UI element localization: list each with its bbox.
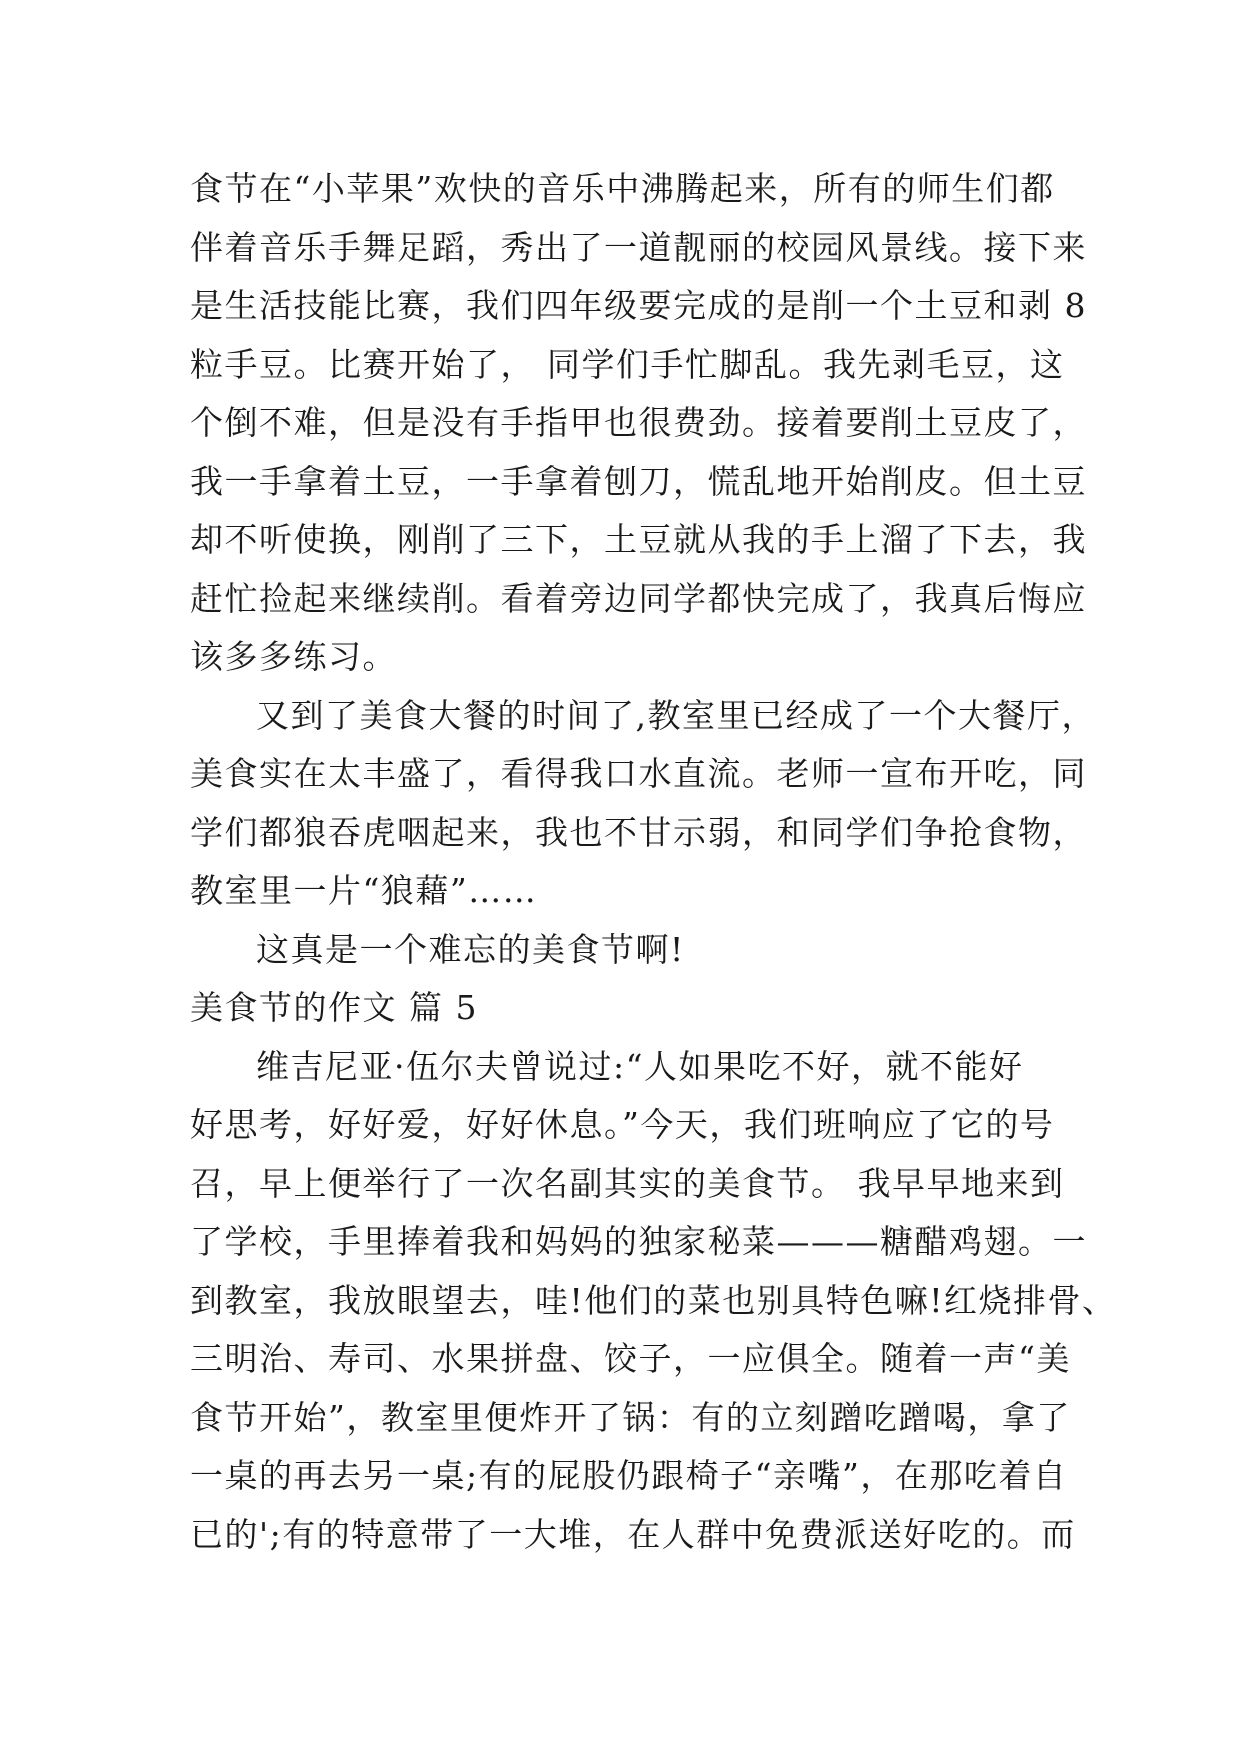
text-line: 粒手豆。比赛开始了， 同学们手忙脚乱。我先剥毛豆，这 [190,344,1065,384]
text-line: 个倒不难，但是没有手指甲也很费劲。接着要削土豆皮了， [190,403,1087,442]
text-line: 一桌的再去另一桌;有的屁股仍跟椅子“亲嘴”，在那吃着自 [190,1456,1068,1495]
text-line: 又到了美食大餐的时间了,教室里已经成了一个大餐厅， [256,695,1096,735]
text-line: 学们都狼吞虎咽起来，我也不甘示弱，和同学们争抢食物， [190,812,1087,852]
text-line: 了学校，手里捧着我和妈妈的独家秘菜———糖醋鸡翅。一 [190,1222,1087,1261]
text-line: 伴着音乐手舞足蹈，秀出了一道靓丽的校园风景线。接下来 [190,227,1087,267]
text-line: 赶忙捡起来继续削。看着旁边同学都快完成了，我真后悔应 [190,578,1087,618]
text-line: 该多多练习。 [190,637,397,676]
text-line: 美食节的作文 篇 5 [190,988,478,1027]
text-line: 三明治、寿司、水果拼盘、饺子，一应俱全。随着一声“美 [190,1339,1071,1378]
text-line: 这真是一个难忘的美食节啊! [256,929,685,969]
text-line: 教室里一片“狼藉”…… [190,871,538,910]
document-body [190,160,1117,1564]
text-line: 维吉尼亚·伍尔夫曾说过:“人如果吃不好，就不能好 [256,1046,1024,1086]
text-line: 已的';有的特意带了一大堆，在人群中免费派送好吃的。而 [190,1514,1076,1554]
text-line: 好思考，好好爱，好好休息。”今天，我们班响应了它的号 [190,1105,1055,1144]
text-line: 食节开始”，教室里便炸开了锅：有的立刻蹭吃蹭喝，拿了 [190,1397,1071,1437]
text-line: 食节在“小苹果”欢快的音乐中沸腾起来，所有的师生们都 [190,169,1055,208]
text-line: 美食实在太丰盛了，看得我口水直流。老师一宣布开吃，同 [190,754,1087,793]
text-line: 却不听使换，刚削了三下，土豆就从我的手上溜了下去，我 [190,520,1087,559]
text-line: 我一手拿着土豆，一手拿着刨刀，慌乱地开始削皮。但土豆 [190,461,1087,501]
text-line: 到教室，我放眼望去，哇!他们的菜也别具特色嘛!红烧排骨、 [190,1280,1117,1320]
text-line: 是生活技能比赛，我们四年级要完成的是削一个土豆和剥 8 [190,286,1087,325]
text-line: 召，早上便举行了一次名副其实的美食节。 我早早地来到 [190,1163,1065,1203]
